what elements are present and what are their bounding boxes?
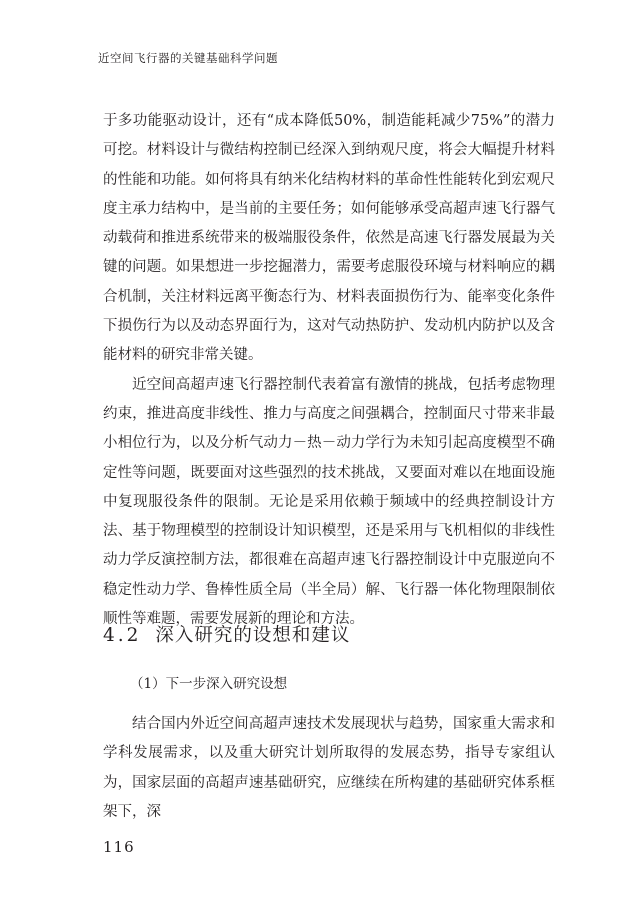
paragraph: 于多功能驱动设计，还有“成本降低50%，制造能耗减少75%”的潜力可挖。材料设计与微结构控制已经深入到纳观尺度，将会大幅提升材料的性能和功能。如何将具有纳米化结构材料的革命性性能转化到宏观尺度主承力结构中，是当前的主要任务；如何能够承受高超声速飞行器气动载荷和推进系统带来的极端服役条件，依然是高速飞行器发展最为关键的问题。如果想进一步挖掘潜力，需要考虑服役环境与材料响应的耦合机制，关注材料远离平衡态行为、材料表面损伤行为、能率变化条件下损伤行为以及动态界面行为，这对气动热防护、发动机内防护以及含能材料的研究非常关键。 — [103, 113, 555, 364]
section-title: 深入研究的设想和建议 — [155, 625, 351, 646]
page-number: 116 — [103, 838, 135, 856]
section-heading — [103, 621, 350, 647]
subsection-heading: （1）下一步深入研究设想 — [130, 676, 288, 692]
body-text — [103, 107, 555, 634]
paragraph: 近空间高超声速飞行器控制代表着富有激情的挑战，包括考虑物理约束，推进高度非线性、推力与高度之间强耦合，控制面尺寸带来非最小相位行为，以及分析气动力－热－动力学行为未知引起高度模型不确定性等问题，既要面对这些强烈的技术挑战，又要面对难以在地面设施中复现服役条件的限制。无论是采用依赖于频域中的经典控制设计方法、基于物理模型的控制设计知识模型，还是采用与飞机相似的非线性动力学反演控制方法，都很难在高超声速飞行器控制设计中克服逆向不稳定性动力学、鲁棒性质全局（半全局）解、飞行器一体化物理限制依顺性等难题，需要发展新的理论和方法。 — [103, 376, 555, 628]
paragraph: 结合国内外近空间高超声速技术发展现状与趋势，国家重大需求和学科发展需求，以及重大研究计划所取得的发展态势，指导专家组认为，国家层面的高超声速基础研究，应继续在所构建的基础研究体系框架下，深 — [103, 716, 555, 820]
section-number: 4.2 — [103, 625, 142, 646]
body-text-continued — [103, 710, 555, 827]
running-head: 近空间飞行器的关键基础科学问题 — [98, 51, 278, 65]
